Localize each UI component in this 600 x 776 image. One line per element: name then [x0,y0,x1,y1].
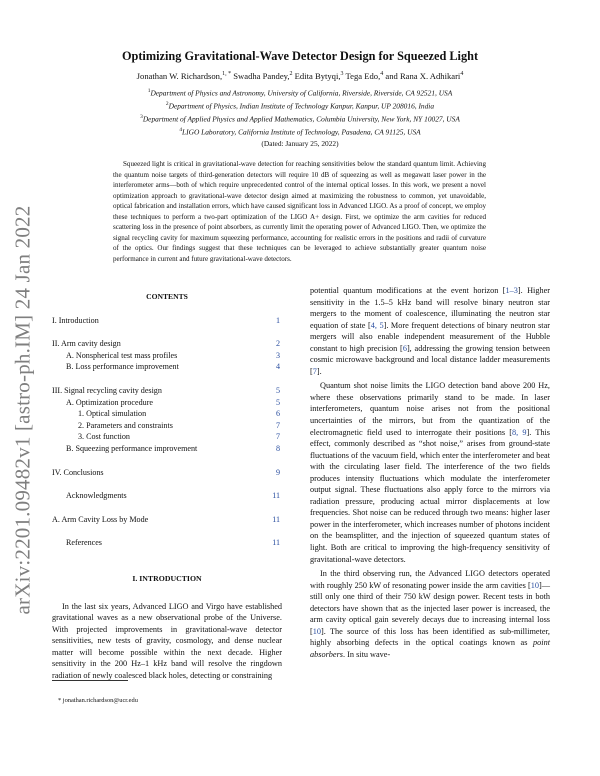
body-paragraph [310,285,550,377]
toc-page-number[interactable]: 8 [275,443,280,453]
text-run: ]. Higher sensitivity in the 1.5–5 kHz band will resolve binary neutron star mergers to the moment of coalescence, illuminating the neutron star equation of state [ [310,286,550,330]
text-run: ]—still only one third of their 750 kW design power. Recent tests in both detectors have shown that as the injected laser power is increased, the arm cavity optical gain severely decays due to increasing internal loss [ [310,580,550,636]
toc-entry[interactable] [52,408,282,420]
table-of-contents [52,315,282,549]
affiliation-mark: 3 [140,113,143,120]
abstract: Squeezed light is critical in gravitational-wave detection for reaching sensitivities below the standard quantum limit. Achieving the quantum noise targets of third-generation detectors will require 10 dB of squeezing as well as megawatt laser power in the interferometer arms—both of which require unprecedented control of the internal optical losses. In this work, we present a novel optimization approach to gravitational-wave detector design aimed at maximizing the robustness to common, yet unavoidable, optical fabrication and installation errors, which have caused significant loss in Advanced LIGO. As a proof of concept, we employ these techniques to perform a two-part optimization of the LIGO A+ design. First, we optimize the arm cavities for reduced scattering loss in the presence of point absorbers, as currently limit the operating power of Advanced LIGO. Then, we optimize the signal recycling cavity for maximum squeezing performance, accounting for realistic errors in the positions and radii of curvature of the optics. Our findings suggest that these techniques can be leveraged to achieve substantially greater quantum noise performance in current and future gravitational-wave detectors. [113,160,486,263]
toc-page-number[interactable]: 11 [272,538,280,548]
text-run: Quantum shot noise limits the LIGO detection band above 200 Hz, where these observations primarily stand to be made. In laser interferometers, quantum noise arises not from the positional uncertainties of the mirrors, but from the quantization of the electromagnetic field used to interrogate their positions [ [310,381,550,437]
toc-page-number[interactable]: 2 [275,339,280,349]
affiliation-text: Department of Physics, Indian Institute of Technology Kanpur, Kanpur, UP 208016, India [168,101,435,111]
toc-entry-label: A. Nonspherical test mass profiles [66,350,178,360]
contents-heading: CONTENTS [146,292,188,301]
author-name: Jonathan W. Richardson, [136,71,223,81]
toc-entry-label: I. Introduction [52,315,99,325]
affiliation-mark: 1 [147,88,151,94]
text-run: ], addressing the growing tension between cosmic microwave background and local distance ladder measurements [ [310,343,550,376]
citation-link[interactable]: 7 [312,366,317,376]
affiliation [60,112,540,125]
author-name: and Rana X. Adhikari [383,71,461,81]
toc-spacer [52,326,282,338]
toc-entry[interactable] [52,350,282,362]
footnote-rule [52,680,128,681]
author-affiliation-mark: 4 [460,71,464,78]
affiliation [60,125,540,138]
toc-entry[interactable] [52,443,282,455]
toc-page-number[interactable]: 7 [275,420,280,430]
toc-spacer [52,478,282,490]
toc-entry-label: II. Arm cavity design [52,339,121,349]
affiliation [60,99,540,112]
author-affiliation-mark: 1, * [222,71,232,78]
toc-entry-label: IV. Conclusions [52,467,104,477]
author-name: Edita Bytyqi, [292,71,341,81]
toc-entry-label: A. Optimization procedure [66,397,153,407]
text-run: potential quantum modifications at the event horizon [ [310,286,506,295]
toc-entry-label: References [66,538,102,548]
toc-entry[interactable] [52,338,282,350]
toc-entry-label: III. Signal recycling cavity design [52,385,162,395]
toc-page-number[interactable]: 5 [275,397,280,407]
author-name: Tega Edo, [343,71,381,81]
paper-title: Optimizing Gravitational-Wave Detector Design for Squeezed Light [121,49,479,63]
toc-entry[interactable] [52,315,282,327]
section-heading-introduction: I. INTRODUCTION [132,573,202,583]
toc-entry[interactable] [52,490,282,502]
left-column [52,288,282,681]
toc-entry[interactable] [52,385,282,397]
citation-link[interactable]: 10 [312,626,321,636]
toc-entry-label: A. Arm Cavity Loss by Mode [52,514,149,524]
citation-link[interactable]: 8, 9 [512,427,527,437]
affiliation-text: Department of Applied Physics and Applied Mathematics, Columbia University, New York, NY 10027, USA [142,114,460,124]
toc-page-number[interactable]: 11 [272,491,280,501]
toc-entry-label: 3. Cost function [78,432,130,442]
toc-entry-label: B. Squeezing performance improvement [66,443,198,453]
citation-link[interactable]: 4, 5 [370,320,384,330]
emphasis-text: point absorbers [310,638,550,659]
affiliation-text: Department of Physics and Astronomy, University of California, Riverside, Riverside, CA 92521, USA [150,88,453,98]
toc-entry[interactable] [52,361,282,373]
right-column [310,285,550,661]
toc-page-number[interactable]: 3 [275,350,280,360]
toc-page-number[interactable]: 5 [275,385,280,395]
toc-spacer [52,373,282,385]
text-run: ]. More frequent detections of binary neutron star mergers will also enable independent measurement of the Hubble constant to high precision [ [310,320,550,353]
toc-page-number[interactable]: 1 [275,315,280,325]
affiliation [60,86,540,99]
affiliation-text: LIGO Laboratory, California Institute of Technology, Pasadena, CA 91125, USA [182,127,421,137]
author-name: Swadha Pandey, [231,71,290,81]
toc-entry-label: 1. Optical simulation [78,409,147,419]
toc-spacer [52,525,282,537]
toc-entry-label: B. Loss performance improvement [66,362,179,372]
toc-entry[interactable] [52,420,282,432]
text-run: ]. The source of this loss has been identified as sub-millimeter, highly absorbing defects in the optical coatings known as [310,626,550,648]
toc-page-number[interactable]: 11 [272,514,280,524]
author-list [60,71,540,81]
arxiv-sidebar-stamp [6,205,40,615]
body-paragraph [310,380,550,565]
toc-spacer [52,502,282,514]
text-run: . In situ wave- [343,649,391,659]
toc-entry[interactable] [52,397,282,409]
footnote-email[interactable]: * jonathan.richardson@ucr.edu [58,697,138,704]
citation-link[interactable]: 1–3 [505,286,518,295]
toc-entry[interactable] [52,514,282,526]
date-line: (Dated: January 25, 2022) [261,139,339,148]
toc-entry[interactable] [52,431,282,443]
affiliation-mark: 4 [179,126,183,133]
citation-link[interactable]: 6 [402,343,407,353]
body-paragraph [310,568,550,660]
toc-page-number[interactable]: 7 [275,432,280,442]
toc-page-number[interactable]: 6 [275,409,280,419]
affiliation-mark: 2 [165,100,169,107]
citation-link[interactable]: 10 [530,580,539,590]
toc-spacer [52,455,282,467]
text-run: In the third observing run, the Advanced LIGO detectors operated with roughly 250 kW of resonating power inside the arm cavities [ [310,569,550,590]
toc-entry[interactable] [52,537,282,549]
toc-page-number[interactable]: 9 [275,467,280,477]
toc-entry-label: 2. Parameters and constraints [78,420,173,430]
text-run: ]. [316,366,322,376]
toc-entry[interactable] [52,467,282,479]
arxiv-identifier: arXiv:2201.09482v1 [astro-ph.IM] 24 Jan 2022 [10,205,35,615]
toc-page-number[interactable]: 4 [275,362,280,372]
toc-entry-label: Acknowledgments [66,491,127,501]
author-affiliation-mark: 3 [340,71,344,78]
affiliation-list [60,86,540,138]
author-affiliation-mark: 4 [380,71,384,78]
intro-paragraph: In the last six years, Advanced LIGO and Virgo have established gravitational waves as a new observational probe of the Universe. With projected improvements in gravitational-wave detector sensitivities, new tests of gravity, cosmology, and dense nuclear matter will become possible within the next decade. Higher sensitivity in the 200 Hz–1 kHz band will resolve the ringdown radiation of newly coalesced black holes, detecting or constraining [52,601,282,680]
author-affiliation-mark: 2 [289,71,293,78]
text-run: ]. This effect, commonly described as “shot noise,” arises from ground-state fluctuations of the vacuum field, which enter the interferometer and beat with the circulating laser field. The interference of the two fields produces intensity fluctuations which modulate the interferometer output signal. These fluctuations also apply force to the mirrors via radiation pressure, producing actual mirror displacements at low frequencies. Shot noise can be reduced through two means: higher laser power in the interferometer, which increases number of photons incident on the beamsplitter, and the injection of squeezed quantum states of light. Both are critical to improving the high-frequency sensitivity of gravitational-wave detectors. [310,427,551,564]
